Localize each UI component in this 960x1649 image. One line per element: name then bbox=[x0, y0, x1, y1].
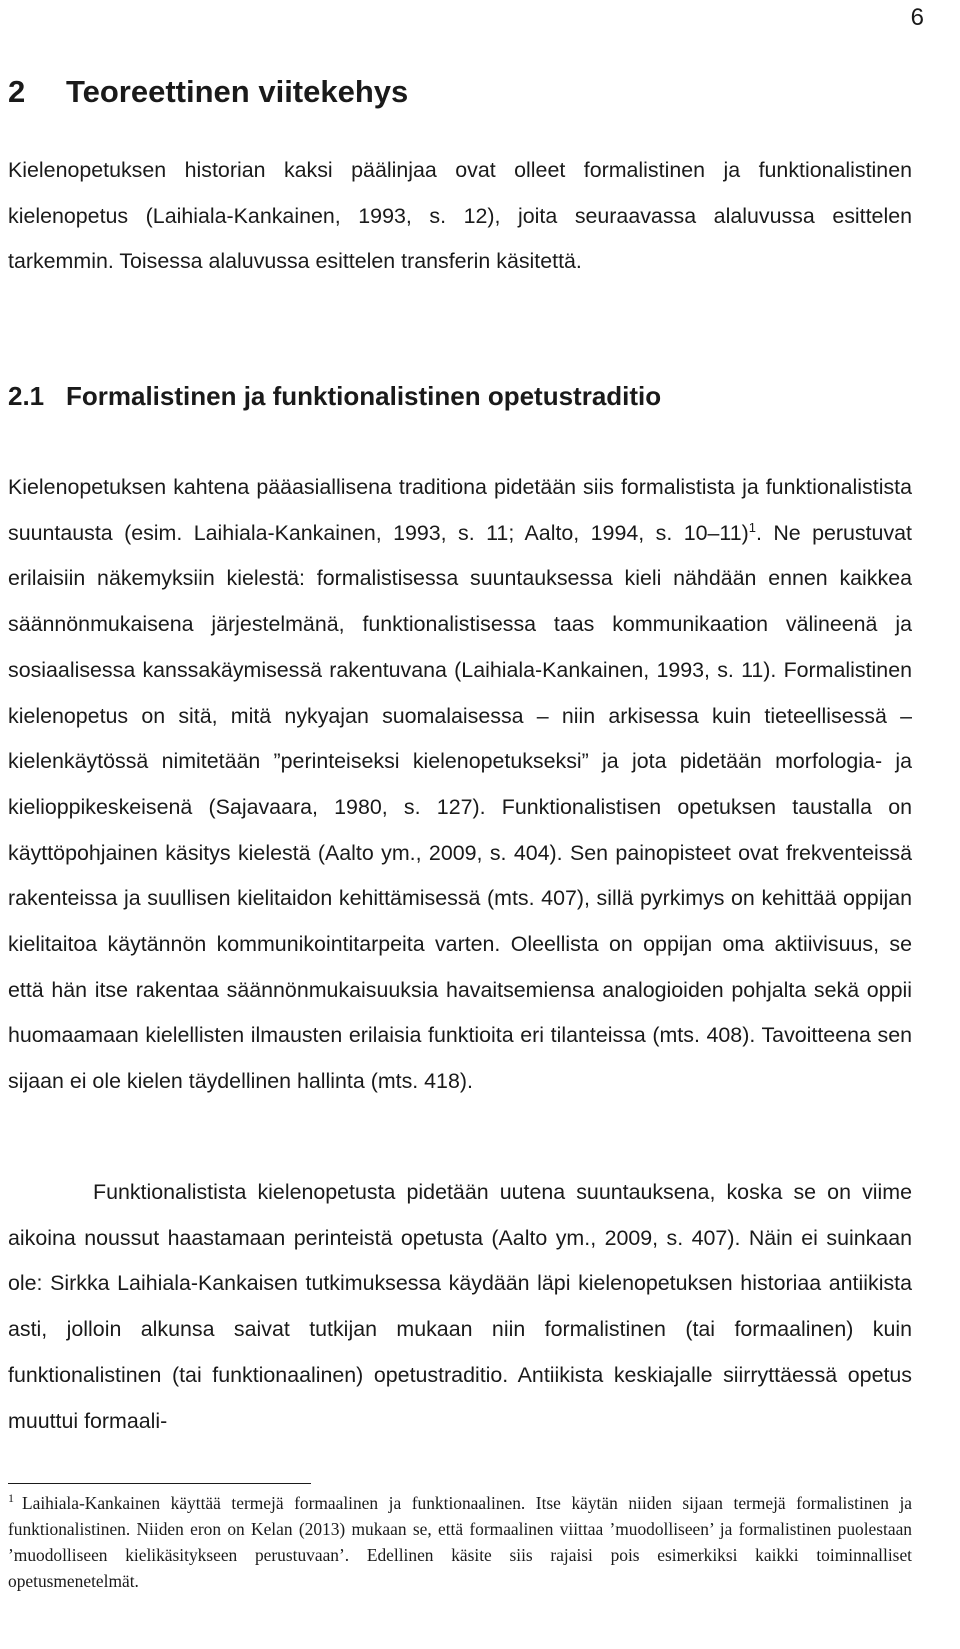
footnote-separator bbox=[8, 1483, 311, 1484]
body-paragraph-1 bbox=[8, 465, 912, 1105]
section-title: Formalistinen ja funktionalistinen opetustraditio bbox=[66, 381, 662, 411]
chapter-intro-paragraph: Kielenopetuksen historian kaksi päälinjaa ovat olleet formalistinen ja funktionalistinen kielenopetus (Laihiala-Kankainen, 1993, s. 12), joita seuraavassa alaluvussa esittelen tarkemmin. Toisessa alaluvussa esittelen transferin käsitettä. bbox=[8, 158, 912, 274]
footnote-text: Laihiala-Kankainen käyttää termejä formaalinen ja funktionaalinen. Itse käytän niiden sijaan termejä formalistinen ja funktionalistinen. Niiden eron on Kelan (2013) mukaan se, että formaalinen viittaa ’muodolliseen’ ja formalistinen puolestaan ’muodolliseen kielikäsitykseen perustuvaan’. Edellinen käsite siis rajaisi pois esimerkiksi kaikki toiminnalliset opetusmenetelmät. bbox=[8, 1493, 912, 1591]
footnote-mark: 1 bbox=[8, 1491, 14, 1506]
section-heading bbox=[8, 372, 912, 420]
chapter-number: 2 bbox=[8, 74, 26, 109]
footnote-reference: 1 bbox=[748, 519, 756, 535]
body-paragraph-1-part-b: . Ne perustuvat erilaisiin näkemyksiin kielestä: formalistisessa suuntauksessa kieli nähdään ennen kaikkea säännönmukaisena järjestelmänä, funktionalistisessa taas kommunikaation välineenä ja sosiaalisessa kanssakäymisessä rakentuvana (Laihiala-Kankainen, 1993, s. 11). Formalistinen kielenopetus on sitä, mitä nykyajan suomalaisessa – niin arkisessa kuin tieteellisessä – kielenkäytössä nimitetään ”perinteiseksi kielenopetukseksi” ja jota pidetään morfologia- ja kielioppikeskeisenä (Sajavaara, 1980, s. 127). Funktionalistisen opetuksen taustalla on käyttöpohjainen käsitys kielestä (Aalto ym., 2009, s. 404). Sen painopisteet ovat frekventeissä rakenteissa ja suullisen kielitaidon kehittämisessä (mts. 407), sillä pyrkimys on kehittää oppijan kielitaitoa käytännön kommunikointitarpeita varten. Oleellista on oppijan oma aktiivisuus, se että hän itse rakentaa säännönmukaisuuksia havaitsemiensa analogioiden pohjalta sekä oppii huomaamaan kielellisten ilmausten erilaisia funktioita eri tilanteissa (mts. 408). Tavoitteena sen sijaan ei ole kielen täydellinen hallinta (mts. 418). bbox=[8, 520, 912, 1094]
body-paragraph-1-part-a: Kielenopetuksen kahtena pääasiallisena traditiona pidetään siis formalistista ja funktionalistista suuntausta (esim. Laihiala-Kankainen, 1993, s. 11; Aalto, 1994, s. 10–11) bbox=[8, 475, 912, 545]
page-number: 6 bbox=[910, 4, 924, 31]
footnote bbox=[8, 1490, 912, 1594]
section-number: 2.1 bbox=[8, 381, 45, 411]
body-paragraph-2: Funktionalistista kielenopetusta pidetään uutena suuntauksena, koska se on viime aikoina noussut haastamaan perinteistä opetusta (Aalto ym., 2009, s. 407). Näin ei suinkaan ole: Sirkka Laihiala-Kankaisen tutkimuksessa käydään läpi kielenopetuksen historiaa antiikista asti, jolloin alkunsa saivat tutkijan mukaan niin formalistinen (tai formaalinen) kuin funktionalistinen (tai funktionaalinen) opetustraditio. Antiikista keskiajalle siirryttäessä opetus muuttui formaali- bbox=[8, 1180, 912, 1433]
chapter-heading bbox=[8, 70, 912, 114]
chapter-title: Teoreettinen viitekehys bbox=[66, 74, 409, 109]
